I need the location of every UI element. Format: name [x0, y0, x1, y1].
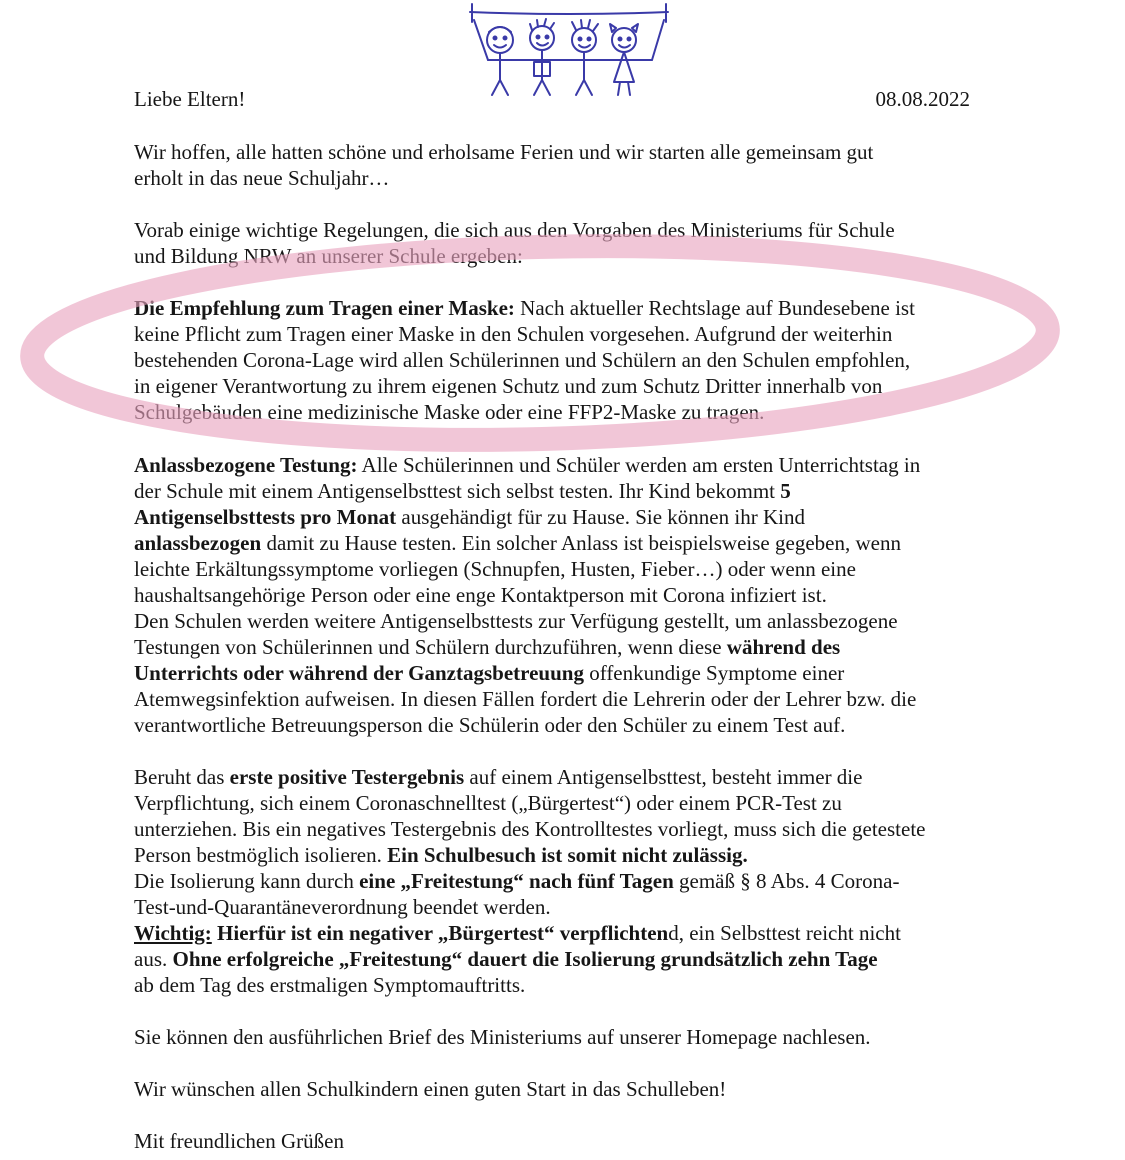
preface-line: Vorab einige wichtige Regelungen, die sich aus den Vorgaben des Ministeriums für Schule: [134, 218, 895, 242]
positive-paragraph-line: unterziehen. Bis ein negatives Testergebnis des Kontrolltestes vorliegt, muss sich die getestete: [134, 817, 926, 841]
homepage-note: Sie können den ausführlichen Brief des Ministeriums auf unserer Homepage nachlesen.: [134, 1025, 871, 1049]
testing-paragraph-line: Unterrichts oder während der Ganztagsbetreuung offenkundige Symptome einer: [134, 661, 845, 685]
testing-paragraph-line: Atemwegsinfektion aufweisen. In diesen Fällen fordert die Lehrerin oder der Lehrer bzw. die: [134, 687, 917, 711]
important-label: Wichtig:: [134, 921, 212, 945]
intro-line: erholt in das neue Schuljahr…: [134, 166, 390, 190]
mask-paragraph-line: Die Empfehlung zum Tragen einer Maske: Nach aktueller Rechtslage auf Bundesebene ist: [134, 296, 915, 320]
mask-paragraph-line: Schulgebäuden eine medizinische Maske oder eine FFP2-Maske zu tragen.: [134, 400, 765, 424]
positive-paragraph-line: Wichtig: Hierfür ist ein negativer „Bürgertest“ verpflichtend, ein Selbsttest reicht nicht: [134, 921, 901, 945]
positive-paragraph-line: Person bestmöglich isolieren. Ein Schulbesuch ist somit nicht zulässig.: [134, 843, 748, 867]
children-logo-image: [460, 0, 680, 100]
testing-paragraph-line: Testungen von Schülerinnen und Schülern durchzuführen, wenn diese während des: [134, 635, 841, 659]
wishes-line: Wir wünschen allen Schulkindern einen guten Start in das Schulleben!: [134, 1077, 727, 1101]
preface-line: und Bildung NRW an unserer Schule ergeben:: [134, 244, 523, 268]
positive-paragraph-line: Test-und-Quarantäneverordnung beendet werden.: [134, 895, 551, 919]
testing-paragraph-line: anlassbezogen damit zu Hause testen. Ein solcher Anlass ist beispielsweise gegeben, wenn: [134, 531, 901, 555]
positive-paragraph-line: aus. Ohne erfolgreiche „Freitestung“ dauert die Isolierung grundsätzlich zehn Tage: [134, 947, 878, 971]
testing-paragraph-line: Anlassbezogene Testung: Alle Schülerinnen und Schüler werden am ersten Unterrichtstag in: [134, 453, 921, 477]
testing-paragraph-line: haushaltsangehörige Person oder eine enge Kontaktperson mit Corona infiziert ist.: [134, 583, 827, 607]
greeting: Liebe Eltern!: [134, 87, 246, 111]
testing-paragraph-line: leichte Erkältungssymptome vorliegen (Schnupfen, Husten, Fieber…) oder wenn eine: [134, 557, 856, 581]
mask-paragraph-line: bestehenden Corona-Lage wird allen Schülerinnen und Schülern an den Schulen empfohlen,: [134, 348, 911, 372]
testing-paragraph-line: der Schule mit einem Antigenselbsttest sich selbst testen. Ihr Kind bekommt 5: [134, 479, 791, 503]
testing-paragraph-line: Den Schulen werden weitere Antigenselbsttests zur Verfügung gestellt, um anlassbezogene: [134, 609, 898, 633]
intro-line: Wir hoffen, alle hatten schöne und erholsame Ferien und wir starten alle gemeinsam gut: [134, 140, 874, 164]
mask-paragraph-line: keine Pflicht zum Tragen einer Maske in den Schulen vorgesehen. Aufgrund der weiterhin: [134, 322, 893, 346]
testing-paragraph-line: verantwortliche Betreuungsperson die Schülerin oder den Schüler zu einem Test auf.: [134, 713, 846, 737]
positive-paragraph-line: Verpflichtung, sich einem Coronaschnelltest („Bürgertest“) oder einem PCR-Test zu: [134, 791, 842, 815]
positive-paragraph-line: Die Isolierung kann durch eine „Freitestung“ nach fünf Tagen gemäß § 8 Abs. 4 Corona-: [134, 869, 900, 893]
positive-paragraph-line: Beruht das erste positive Testergebnis auf einem Antigenselbsttest, besteht immer die: [134, 765, 863, 789]
mask-paragraph-line: in eigener Verantwortung zu ihrem eigenen Schutz und zum Schutz Dritter innerhalb von: [134, 374, 883, 398]
testing-paragraph-line: Antigenselbsttests pro Monat ausgehändigt für zu Hause. Sie können ihr Kind: [134, 505, 805, 529]
testing-heading: Anlassbezogene Testung:: [134, 453, 358, 477]
positive-paragraph-line: ab dem Tag des erstmaligen Symptomauftritts.: [134, 973, 526, 997]
closing-line: Mit freundlichen Grüßen: [134, 1129, 344, 1153]
letter-date: 08.08.2022: [875, 87, 970, 111]
mask-heading: Die Empfehlung zum Tragen einer Maske:: [134, 296, 515, 320]
